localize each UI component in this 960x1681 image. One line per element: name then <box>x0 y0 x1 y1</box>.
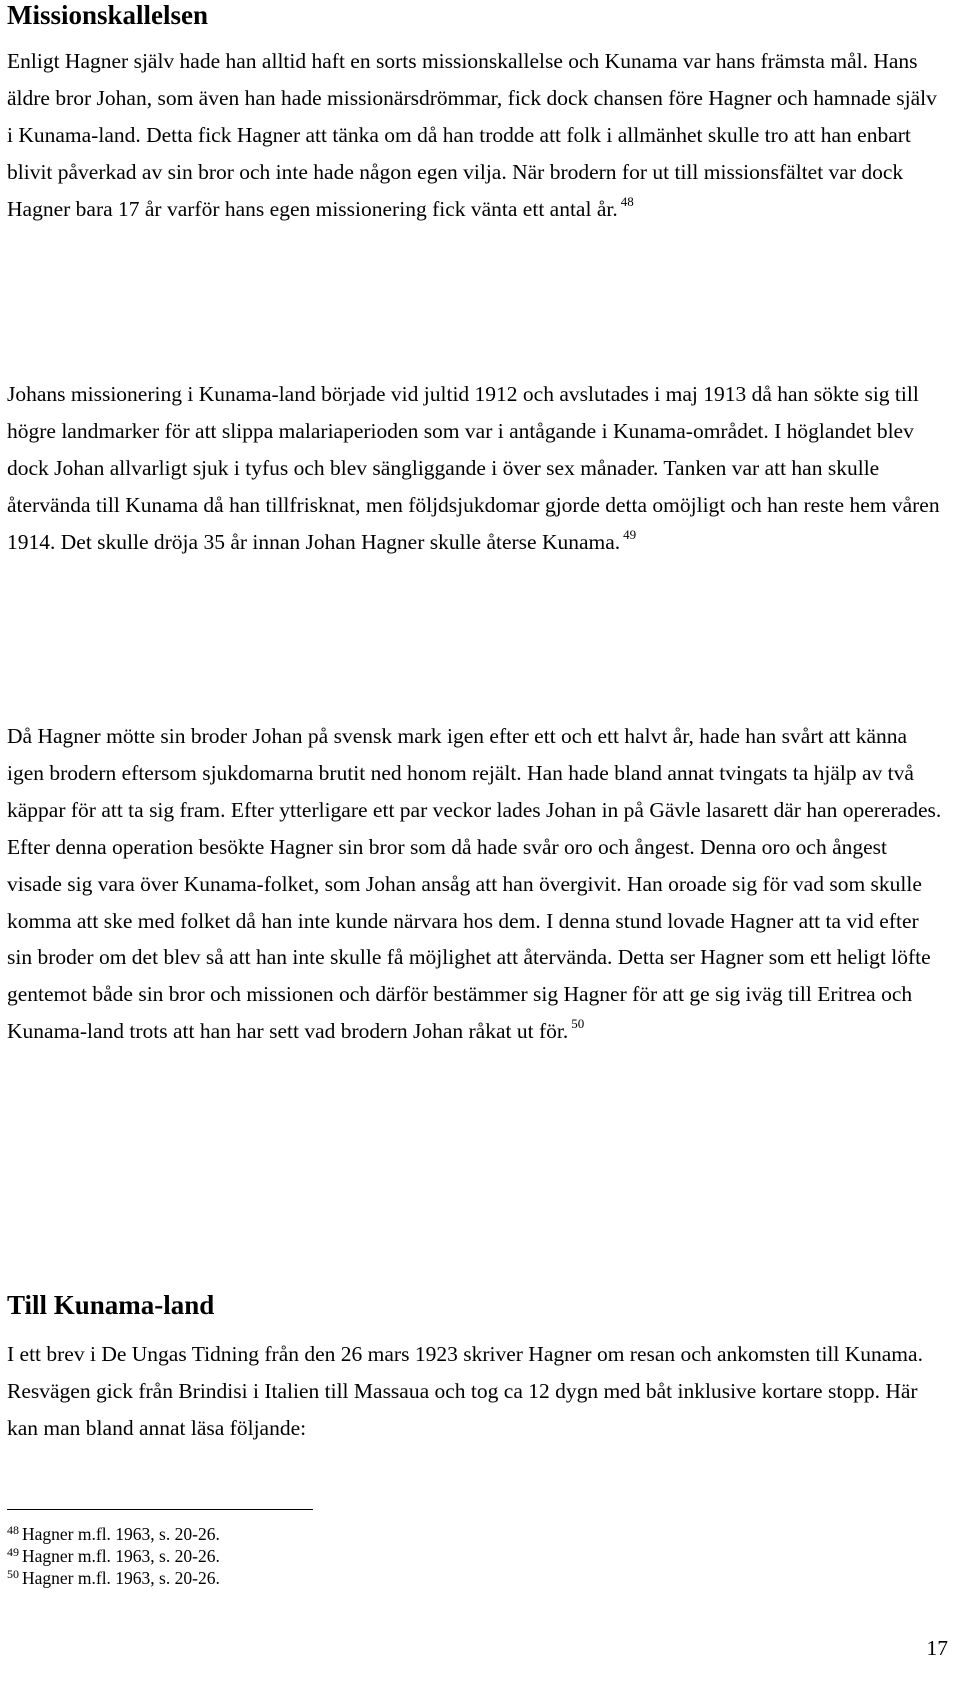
paragraph-4-text: I ett brev i De Ungas Tidning från den 26 mars 1923 skriver Hagner om resan och ankomsten till Kunama. Resvägen gick från Brindisi i Italien till Massaua och tog ca 12 dygn med båt inklusive kortare stopp. Här kan man bland annat läsa följande: <box>7 1342 923 1440</box>
footnote-48 <box>7 1523 220 1545</box>
footnote-49 <box>7 1545 220 1567</box>
paragraph-3 <box>7 718 942 1050</box>
section-heading-till-kunama-land: Till Kunama-land <box>7 1290 215 1320</box>
footnote-text: Hagner m.fl. 1963, s. 20-26. <box>22 1524 220 1544</box>
paragraph-2 <box>7 376 942 561</box>
footnote-ref-50: 50 <box>571 1016 585 1032</box>
footnote-number: 50 <box>7 1567 19 1581</box>
paragraph-4 <box>7 1336 942 1447</box>
paragraph-3-text: Då Hagner mötte sin broder Johan på svensk mark igen efter ett och ett halvt år, hade han svårt att känna igen brodern eftersom sjukdomarna brutit ned honom rejält. Han hade bland annat tvingats ta hjälp av två käppar för att ta sig fram. Efter ytterligare ett par veckor lades Johan in på Gävle lasarett där han opererades. Efter denna operation besökte Hagner sin bror som då hade svår oro och ångest. Denna oro och ångest visade sig vara över Kunama-folket, som Johan ansåg att han övergivit. Han oroade sig för vad som skulle komma att ske med folket då han inte kunde närvara hos dem. I denna stund lovade Hagner att ta vid efter sin broder om det blev så att han inte skulle få möjlighet att återvända. Detta ser Hagner som ett heligt löfte gentemot både sin bror och missionen och därför bestämmer sig Hagner för att ge sig iväg till Eritrea och Kunama-land trots att han har sett vad brodern Johan råkat ut för. <box>7 724 942 1044</box>
footnote-text: Hagner m.fl. 1963, s. 20-26. <box>22 1546 220 1566</box>
footnote-number: 48 <box>7 1523 19 1537</box>
footnotes <box>7 1523 220 1589</box>
footnote-ref-48: 48 <box>620 193 634 209</box>
footnote-separator <box>7 1509 313 1510</box>
section-heading-missionskallelsen: Missionskallelsen <box>7 0 209 30</box>
paragraph-2-text: Johans missionering i Kunama-land började vid jultid 1912 och avslutades i maj 1913 då han sökte sig till högre landmarker för att slippa malariaperioden som var i antågande i Kunama-området. I höglandet blev dock Johan allvarligt sjuk i tyfus och blev sängliggande i över sex månader. Tanken var att han skulle återvända till Kunama då han tillfrisknat, men följdsjukdomar gjorde detta omöjligt och han reste hem våren 1914. Det skulle dröja 35 år innan Johan Hagner skulle återse Kunama. <box>7 382 940 554</box>
footnote-ref-49: 49 <box>623 526 637 542</box>
footnote-text: Hagner m.fl. 1963, s. 20-26. <box>22 1568 220 1588</box>
paragraph-1 <box>7 43 942 228</box>
footnote-number: 49 <box>7 1545 19 1559</box>
footnote-50 <box>7 1567 220 1589</box>
page-number: 17 <box>926 1636 948 1660</box>
paragraph-1-text: Enligt Hagner själv hade han alltid haft en sorts missionskallelse och Kunama var hans främsta mål. Hans äldre bror Johan, som även han hade missionärsdrömmar, fick dock chansen före Hagner och hamnade själv i Kunama-land. Detta fick Hagner att tänka om då han trodde att folk i allmänhet skulle tro att han enbart blivit påverkad av sin bror och inte hade någon egen vilja. När brodern for ut till missionsfältet var dock Hagner bara 17 år varför hans egen missionering fick vänta ett antal år. <box>7 49 937 221</box>
